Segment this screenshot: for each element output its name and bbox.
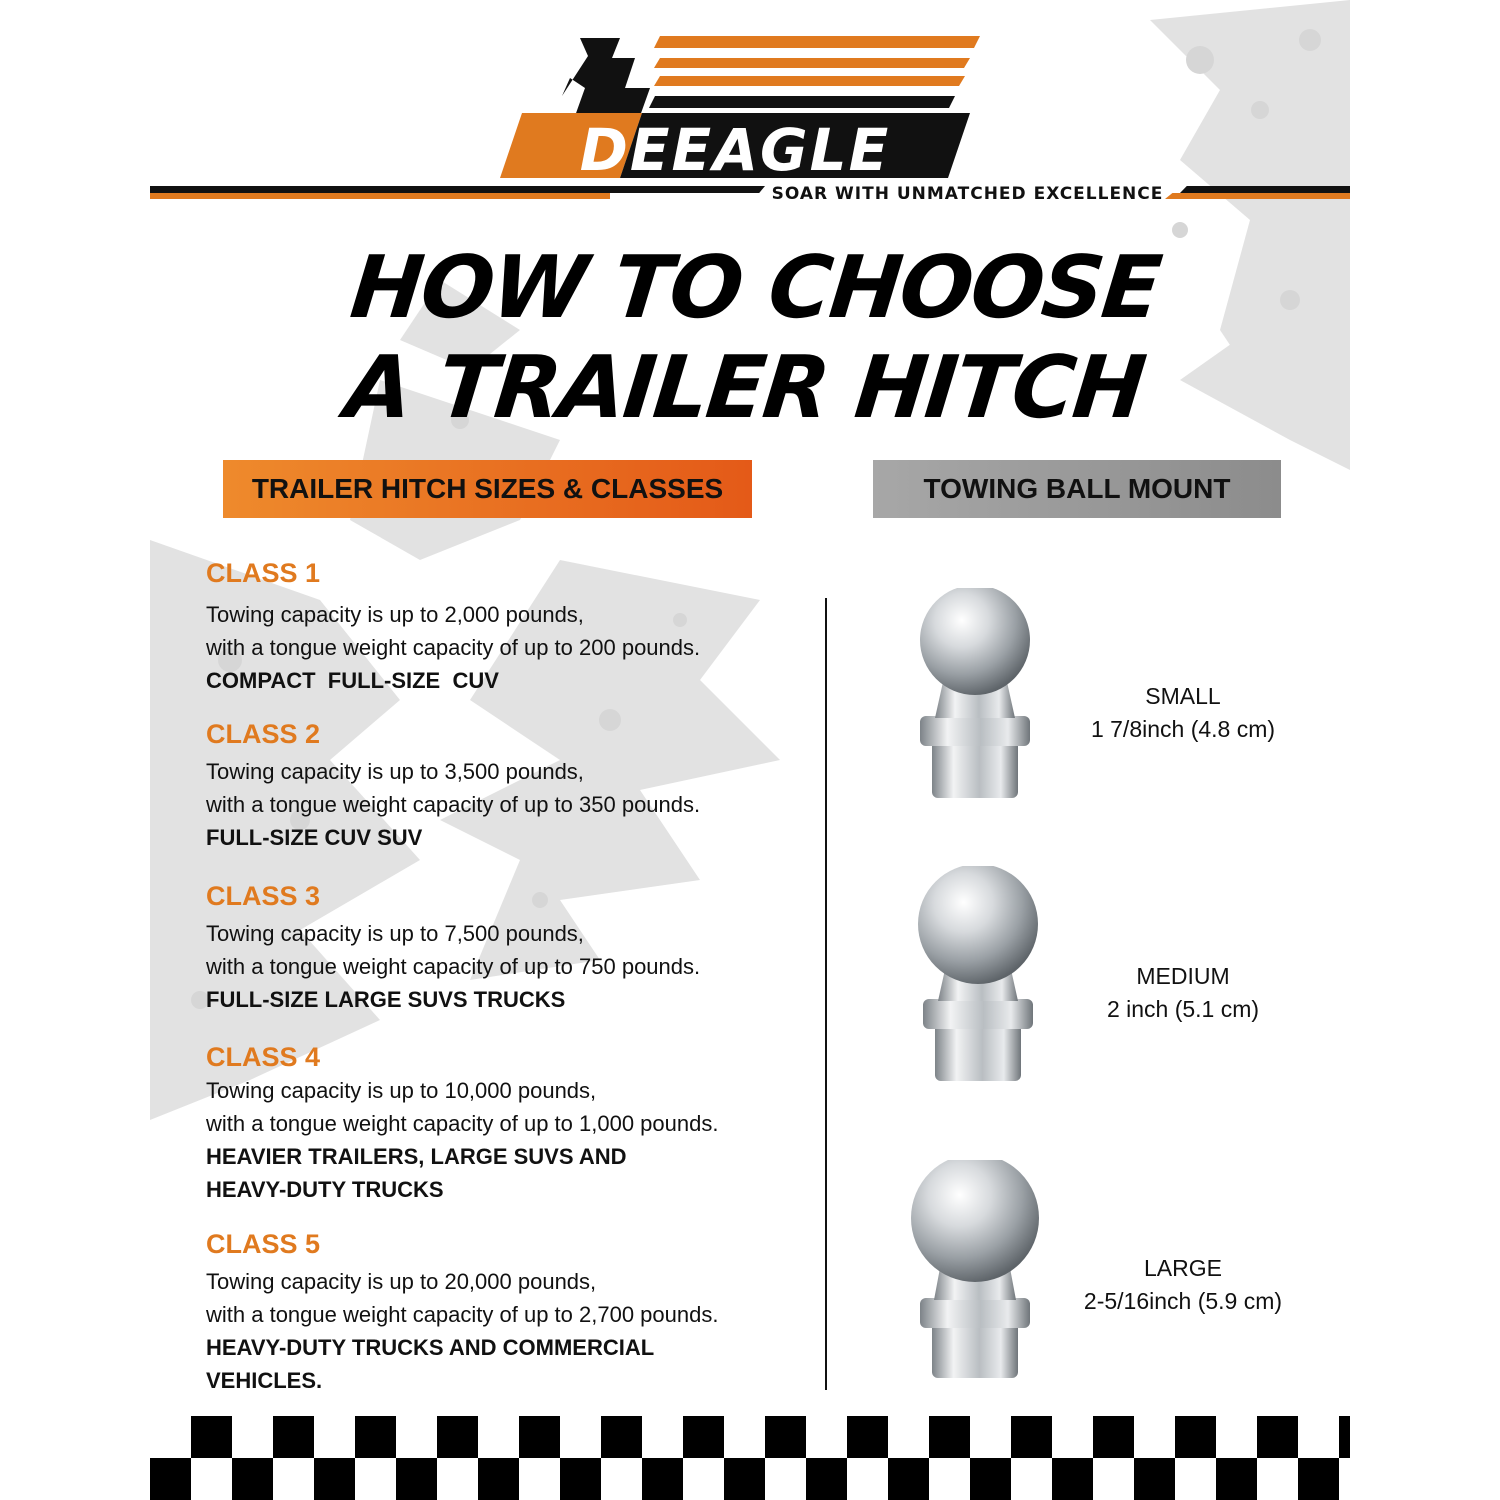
towing-capacity-text: Towing capacity is up to 3,500 pounds, <box>206 759 584 784</box>
class-title: CLASS 4 <box>206 1042 321 1072</box>
class-item <box>206 556 806 697</box>
divider-bar <box>1180 186 1350 193</box>
page-title-line-1: HOW TO CHOOSE <box>346 238 1165 338</box>
class-title: CLASS 2 <box>206 719 321 749</box>
vehicle-types: FULL-SIZE LARGE SUVS TRUCKS <box>206 987 566 1012</box>
class-item <box>206 1227 806 1397</box>
class-title: CLASS 1 <box>206 558 321 588</box>
eagle-logo-icon <box>500 18 1000 198</box>
divider-bar <box>150 193 610 199</box>
ball-size-medium <box>1053 960 1313 1026</box>
tongue-weight-text: with a tongue weight capacity of up to 2,700 pounds. <box>206 1302 719 1327</box>
hitch-ball-medium-image <box>913 866 1043 1086</box>
vehicle-types: COMPACT FULL-SIZE CUV <box>206 668 499 693</box>
divider-bar <box>1165 193 1350 199</box>
ball-size-dimension: 2-5/16inch (5.9 cm) <box>1083 1288 1283 1314</box>
vehicle-types: HEAVY-DUTY TRUCKS AND COMMERCIAL <box>206 1335 655 1360</box>
brand-tagline: SOAR WITH UNMATCHED EXCELLENCE <box>771 184 1164 204</box>
brand-logo <box>500 18 1000 198</box>
hitch-ball-icon <box>910 588 1040 808</box>
towing-capacity-text: Towing capacity is up to 7,500 pounds, <box>206 921 584 946</box>
divider-bar <box>620 186 765 193</box>
vehicle-types: VEHICLES. <box>206 1368 323 1393</box>
column-divider <box>825 598 827 1390</box>
towing-capacity-text: Towing capacity is up to 2,000 pounds, <box>206 602 584 627</box>
tagline-row <box>150 180 1350 208</box>
tongue-weight-text: with a tongue weight capacity of up to 750 pounds. <box>206 954 701 979</box>
towing-capacity-text: Towing capacity is up to 10,000 pounds, <box>206 1078 597 1103</box>
hitch-ball-icon <box>913 866 1043 1086</box>
hitch-ball-large-image <box>910 1160 1040 1380</box>
divider-bar <box>150 186 620 193</box>
class-item <box>206 717 806 854</box>
vehicle-types: HEAVY-DUTY TRUCKS <box>206 1177 444 1202</box>
section-header-classes: TRAILER HITCH SIZES & CLASSES <box>223 460 752 518</box>
ball-size-dimension: 2 inch (5.1 cm) <box>1106 996 1260 1022</box>
ball-size-dimension: 1 7/8inch (4.8 cm) <box>1090 716 1276 742</box>
ball-size-label: SMALL <box>1145 683 1221 709</box>
hitch-ball-icon <box>910 1160 1040 1380</box>
ball-size-label: LARGE <box>1144 1255 1222 1281</box>
ball-size-label: MEDIUM <box>1136 963 1230 989</box>
page-title-line-2: A TRAILER HITCH <box>340 338 1149 438</box>
page-title <box>289 238 1210 438</box>
tongue-weight-text: with a tongue weight capacity of up to 200 pounds. <box>206 635 701 660</box>
ball-size-large <box>1053 1252 1313 1318</box>
class-title: CLASS 3 <box>206 881 321 911</box>
brand-wordmark: DEEAGLE <box>579 116 891 184</box>
checkered-flag-border <box>150 1416 1350 1500</box>
section-header-ball-mount: TOWING BALL MOUNT <box>873 460 1281 518</box>
class-title: CLASS 5 <box>206 1229 321 1259</box>
vehicle-types: FULL-SIZE CUV SUV <box>206 825 423 850</box>
towing-capacity-text: Towing capacity is up to 20,000 pounds, <box>206 1269 597 1294</box>
tongue-weight-text: with a tongue weight capacity of up to 1,000 pounds. <box>206 1111 719 1136</box>
class-item <box>206 1040 806 1206</box>
vehicle-types: HEAVIER TRAILERS, LARGE SUVS AND <box>206 1144 627 1169</box>
hitch-ball-small-image <box>910 588 1040 808</box>
class-item <box>206 879 806 1016</box>
ball-size-small <box>1053 680 1313 746</box>
tongue-weight-text: with a tongue weight capacity of up to 350 pounds. <box>206 792 701 817</box>
